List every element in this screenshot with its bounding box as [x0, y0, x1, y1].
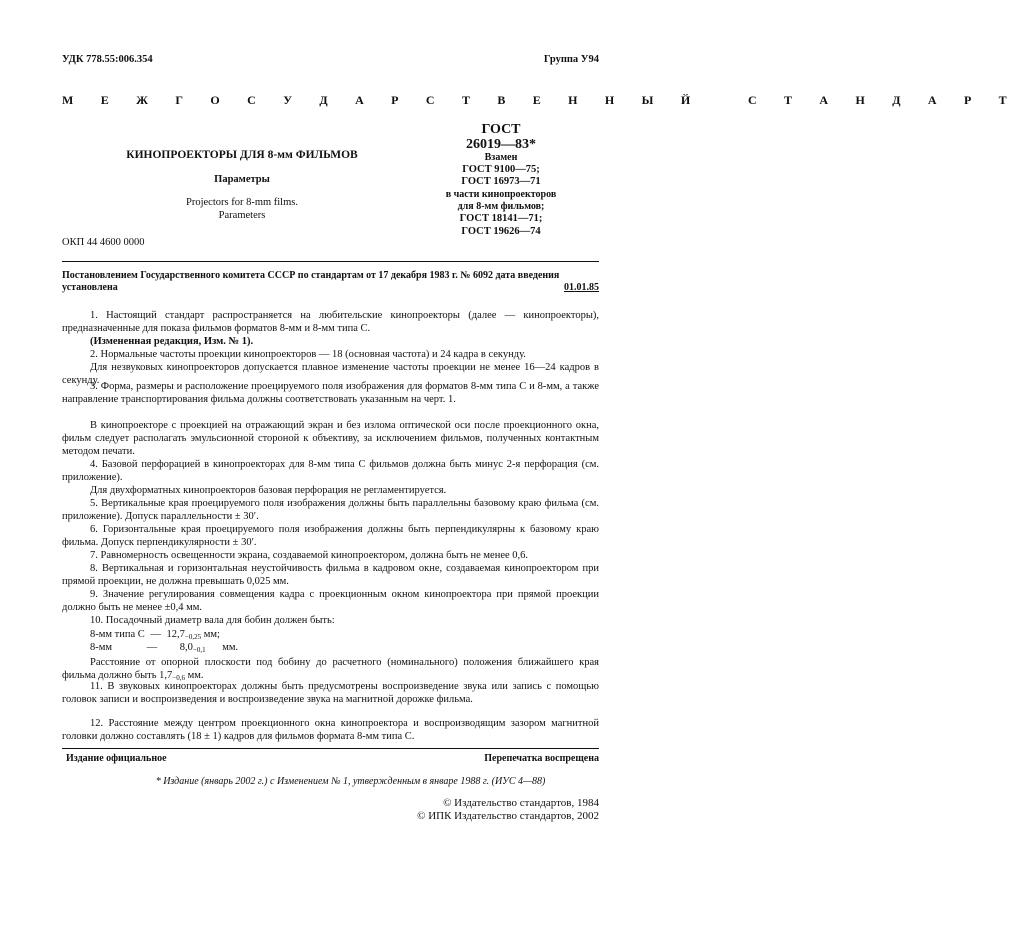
- clause-4: 4. Базовой перфорацией в кинопроекторах для 8-мм типа С фильмов должна быть минус 2-я перфорация (см. приложение).: [62, 459, 599, 483]
- copyright-1984: © Издательство стандартов, 1984: [443, 797, 599, 809]
- clause-2-note: Для незвуковых кинопроекторов допускается плавное изменение частоты проекции не менее 16—24 кадров в секунду.: [62, 362, 599, 386]
- clause-7: 7. Равномерность освещенности экрана, создаваемой кинопроектором, должна быть не менее 0,6.: [90, 550, 529, 561]
- document-title: КИНОПРОЕКТОРЫ ДЛЯ 8-мм ФИЛЬМОВ: [126, 149, 358, 161]
- edition-note: * Издание (январь 2002 г.) с Изменением № 1, утвержденным в январе 1988 г. (ИУС 4—88): [155, 776, 546, 787]
- replaces-2: ГОСТ 16973—71: [461, 176, 541, 187]
- clause-3: 3. Форма, размеры и расположение проецируемого поля изображения для форматов 8-мм типа С и 8-мм, а также направление транспортирования фильма должны соответствовать указанным на черт. 1.: [62, 381, 599, 405]
- clause-6: 6. Горизонтальные края проецируемого поля изображения должны быть перпендикулярны к базовому краю фильма. Допуск перпендикулярности ± 30′.: [62, 524, 599, 548]
- clause-10: 10. Посадочный диаметр вала для бобин должен быть:: [90, 615, 335, 626]
- decree-line-2: установлена: [62, 282, 118, 293]
- english-title-line-2: Parameters: [218, 210, 266, 221]
- decree-line-1: Постановлением Государственного комитета СССР по стандартам от 17 декабря 1983 г. № 6092 дата введения: [62, 270, 560, 281]
- bottom-rule: [62, 748, 599, 749]
- clause-1: 1. Настоящий стандарт распространяется на любительские кинопроекторы (далее — кинопроекторы), предназначенные для показа фильмов форматов 8-мм и 8-мм типа С.: [62, 310, 599, 334]
- replaces-4: для 8-мм фильмов;: [457, 201, 545, 212]
- gost-label: ГОСТ: [481, 122, 521, 137]
- group-code: Группа У94: [543, 54, 599, 65]
- clause-4-note: Для двухформатных кинопроекторов базовая перфорация не регламентируется.: [90, 485, 447, 496]
- shaft-diameter-8mm-c: 8-мм типа С — $12,7_{-0,25}$ мм;: [90, 629, 220, 641]
- replaces-5: ГОСТ 18141—71;: [459, 213, 543, 224]
- clause-2: 2. Нормальные частоты проекции кинопроекторов — 18 (основная частота) и 24 кадра в секунду.: [90, 349, 526, 360]
- clause-5: 5. Вертикальные края проецируемого поля изображения должны быть параллельны базовому краю фильма (см. приложение). Допуск параллельности ± 30′.: [62, 498, 599, 522]
- document-subtitle: Параметры: [214, 174, 270, 185]
- clause-10-distance: Расстояние от опорной плоскости под бобину до расчетного (номинального) положения ближайшего края фильма должно быть $1,7_{-0,6}$ мм.: [62, 657, 599, 682]
- standard-banner: М Е Ж Г О С У Д А Р С Т В Е Н Н Ы Й С Т А Н Д А Р Т: [62, 93, 1019, 107]
- copyright-2002: © ИПК Издательство стандартов, 2002: [417, 810, 599, 822]
- replaces-6: ГОСТ 19626—74: [461, 226, 541, 237]
- clause-11: 11. В звуковых кинопроекторах должны быть предусмотрены воспроизведение звука или запись с помощью головок записи и воспроизведения и воспроизведение звука на магнитной дорожке фильма.: [62, 681, 599, 705]
- shaft-diameter-8mm: 8-мм — $8,0_{-0,1}$ мм.: [90, 642, 239, 654]
- clause-1-amendment: (Измененная редакция, Изм. № 1).: [90, 336, 254, 347]
- top-rule: [62, 261, 599, 262]
- replaces-3: в части кинопроекторов: [445, 189, 557, 200]
- clause-3-note: В кинопроекторе с проекцией на отражающий экран и без излома оптической оси после проекционного окна, фильм следует располагать эмульсионной стороной к объективу, за исключением фильмов, полученных контактным методом печати.: [62, 420, 599, 457]
- reprint-prohibited: Перепечатка воспрещена: [484, 753, 599, 764]
- replaces-1: ГОСТ 9100—75;: [462, 164, 540, 175]
- clause-8: 8. Вертикальная и горизонтальная неустойчивость фильма в кадровом окне, создаваемая кинопроектором при прямой проекции, не должна превышать 0,025 мм.: [62, 563, 599, 587]
- udk-code: УДК 778.55:006.354: [62, 54, 153, 65]
- official-edition: Издание официальное: [66, 753, 167, 764]
- okp-code: ОКП 44 4600 0000: [62, 237, 145, 248]
- clause-12: 12. Расстояние между центром проекционного окна кинопроектора и воспроизводящим зазором магнитной головки должно составлять (18 ± 1) кадров для фильмов формата 8-мм типа С.: [62, 718, 599, 742]
- gost-number: 26019—83*: [466, 137, 536, 152]
- decree-date: 01.01.85: [564, 282, 599, 293]
- english-title-line-1: Projectors for 8-mm films.: [186, 197, 298, 208]
- replaces-label: Взамен: [484, 152, 518, 163]
- clause-9: 9. Значение регулирования совмещения кадра с проекционным окном кинопроектора при прямой проекции должно быть не менее ±0,4 мм.: [62, 589, 599, 613]
